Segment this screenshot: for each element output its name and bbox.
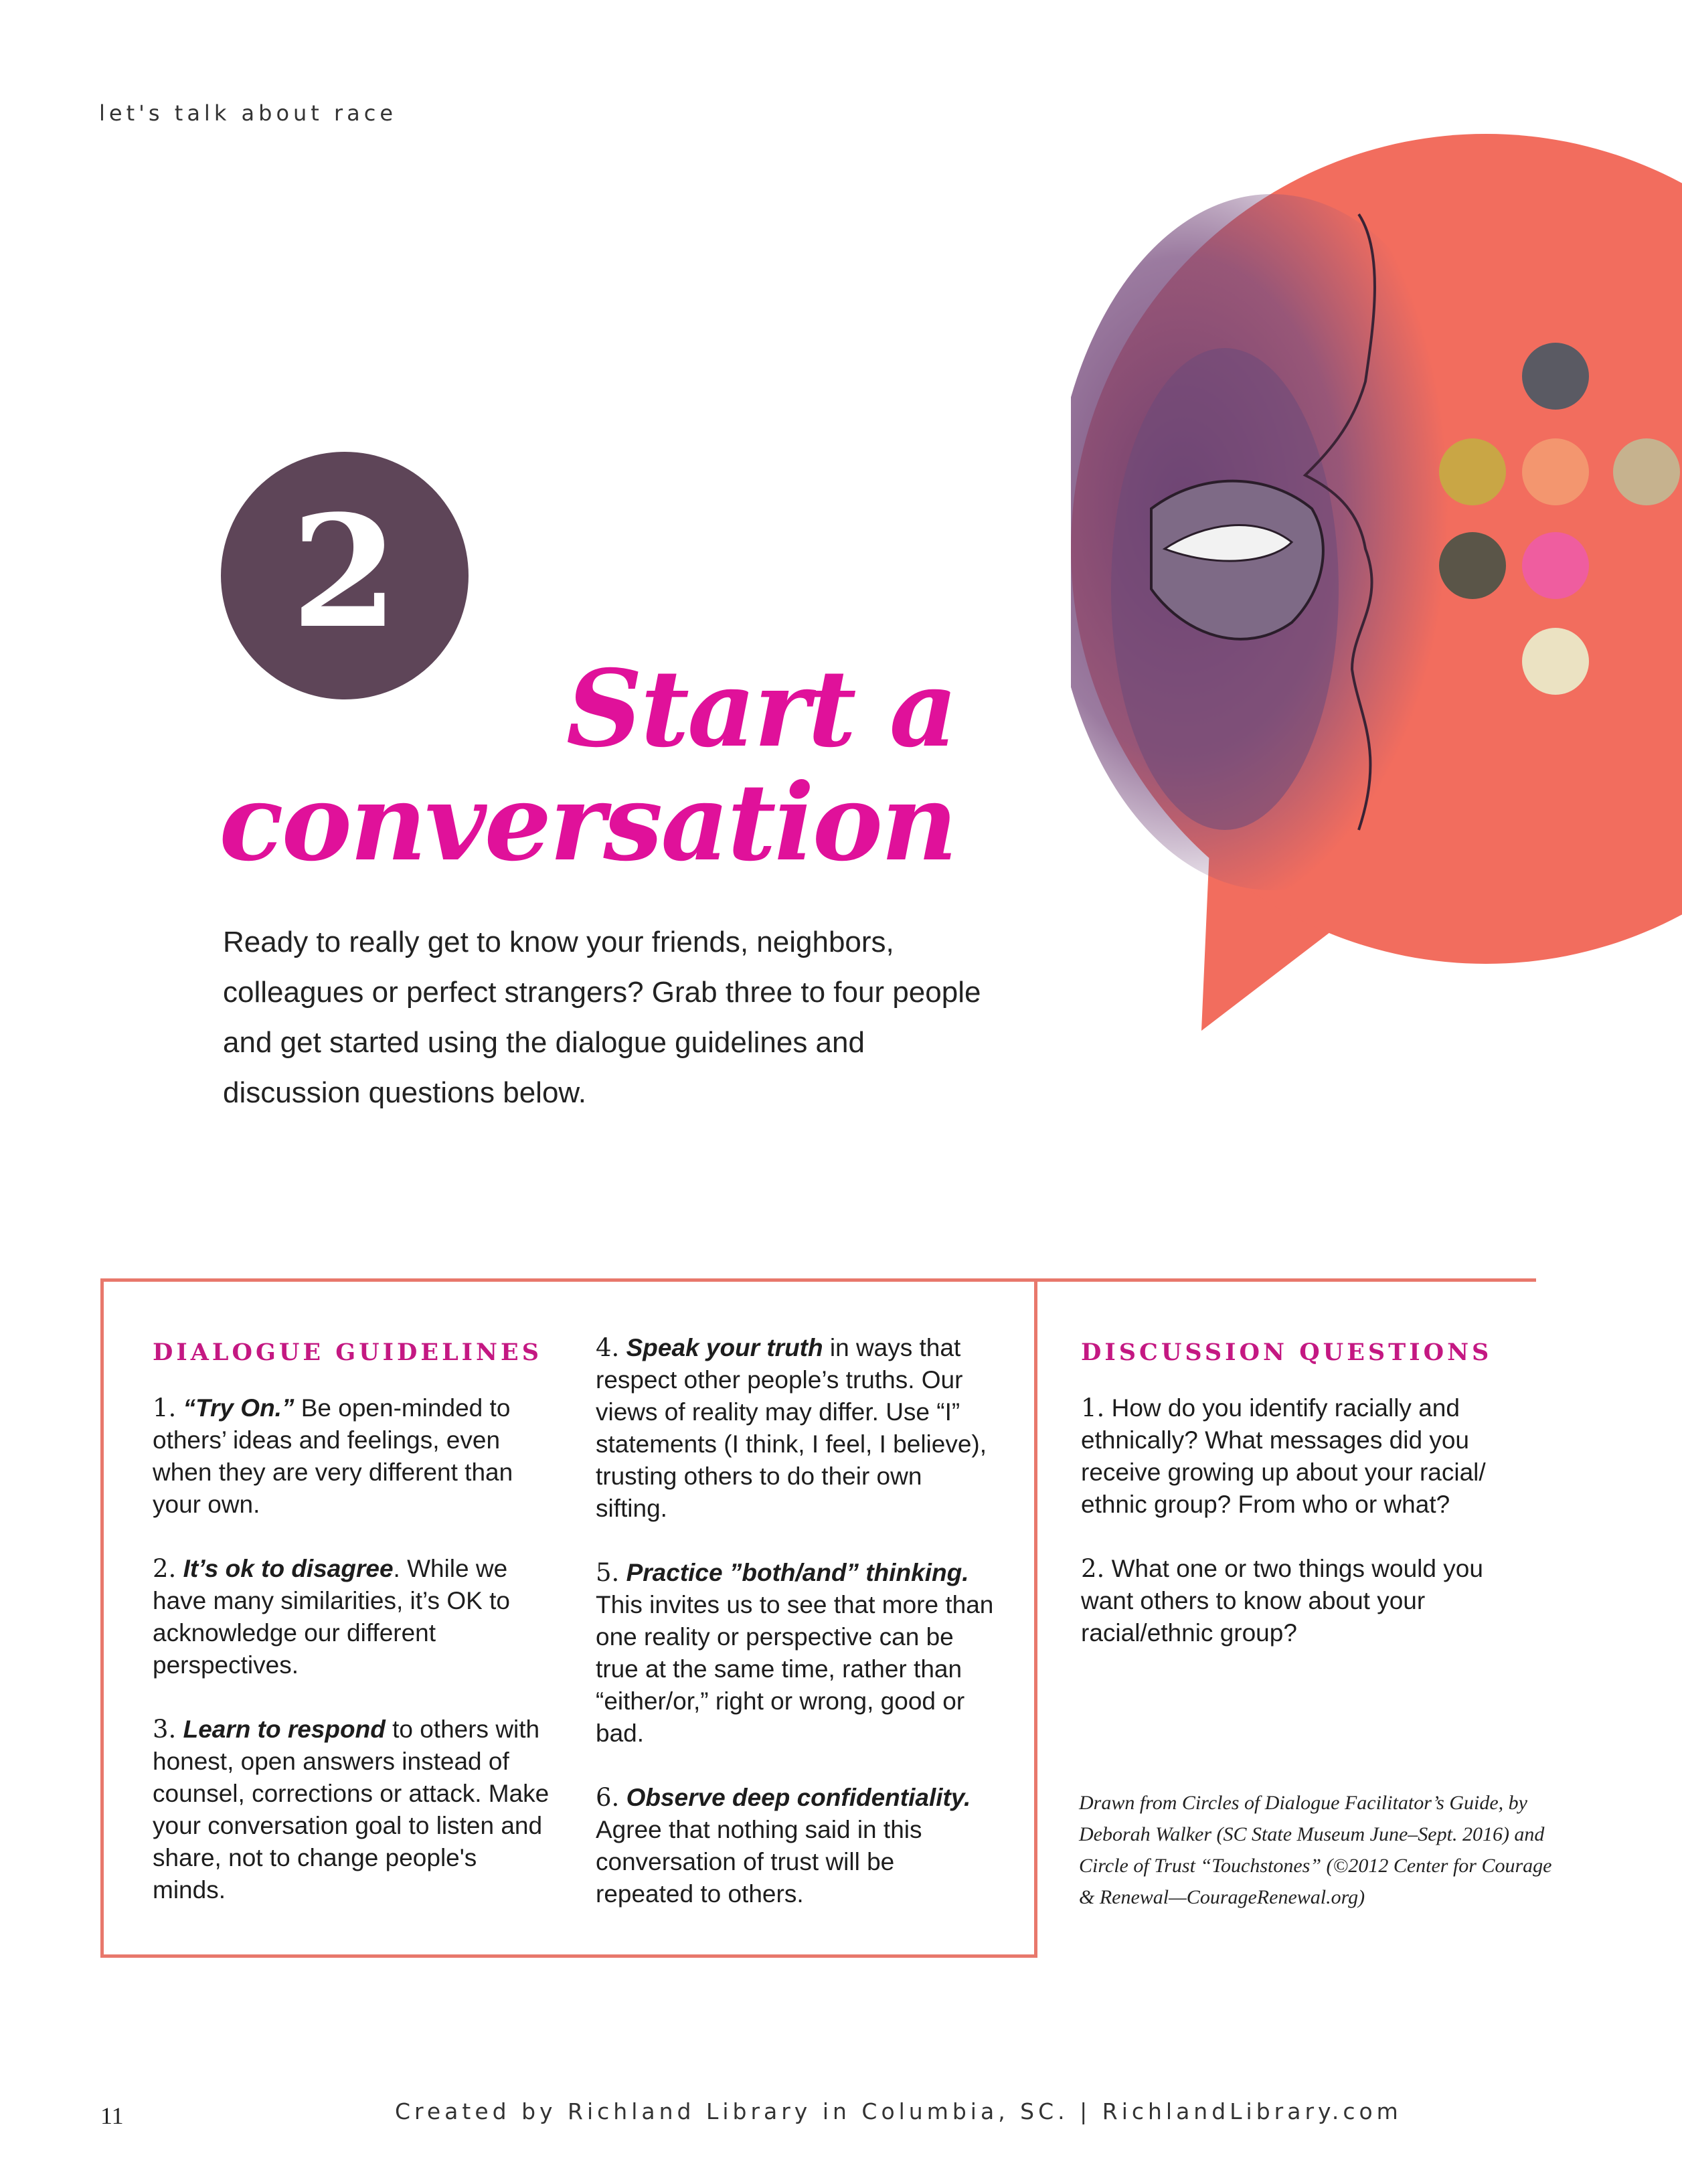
guidelines-column-2 <box>596 1332 997 1942</box>
questions-heading: DISCUSSION QUESTIONS <box>1081 1339 1493 1366</box>
guidelines-column-1 <box>153 1392 554 1938</box>
footer-credit: Created by Richland Library in Columbia, SC. | RichlandLibrary.com <box>395 2098 1402 2124</box>
guideline-item: 2. It’s ok to disagree. While we have many similarities, it’s OK to acknowledge our different perspectives. <box>153 1554 510 1679</box>
page-title <box>219 647 956 885</box>
question-item: 1. How do you identify racially and ethnically? What messages did you receive growing up about your racial/ ethnic group? From who or what? <box>1081 1394 1486 1518</box>
source-credit: Drawn from Circles of Dialogue Facilitator’s Guide, by Deborah Walker (SC State Museum June–Sept. 2016) and Circle of Trust “Touchstones” (©2012 Center for Courage & Renewal—CourageRenewal.org) <box>1079 1792 1552 1908</box>
page-kicker: let's talk about race <box>99 100 398 126</box>
title-line-1: Start a <box>566 647 956 771</box>
guideline-item: 1. “Try On.” Be open-minded to others’ ideas and feelings, even when they are very different than your own. <box>153 1394 513 1518</box>
guideline-item: 6. Observe deep confidentiality. Agree that nothing said in this conversation of trust will be repeated to others. <box>596 1783 971 1908</box>
section-number: 2 <box>290 482 399 663</box>
guideline-item: 4. Speak your truth in ways that respect other people’s truths. Our views of reality may differ. Use “I” statements (I think, I feel, I believe), trusting others to do their own sifting. <box>596 1333 987 1522</box>
title-line-2: conversation <box>219 761 956 885</box>
dot-gray <box>1522 343 1589 410</box>
dot-mustard <box>1439 438 1506 505</box>
page-number: 11 <box>100 2102 124 2129</box>
question-item: 2. What one or two things would you want others to know about your racial/ethnic group? <box>1081 1554 1483 1647</box>
dot-cream <box>1522 628 1589 695</box>
dot-pink <box>1522 532 1589 599</box>
guideline-item: 3. Learn to respond to others with honest, open answers instead of counsel, corrections or attack. Make your conversation goal to listen and share, not to change people's minds. <box>153 1715 550 1904</box>
dot-khaki <box>1613 438 1680 505</box>
questions-column <box>1081 1392 1523 1681</box>
dot-olive <box>1439 532 1506 599</box>
divider-rule <box>1037 1278 1536 1282</box>
intro-paragraph: Ready to really get to know your friends, neighbors, colleagues or perfect strangers? Grab three to four people and get started using the dialogue guidelines and discussion questions below. <box>223 926 981 1109</box>
speech-bubble-illustration <box>1071 80 1682 1031</box>
guideline-item: 5. Practice ”both/and” thinking. This invites us to see that more than one reality or perspective can be true at the same time, rather than “either/or,” right or wrong, good or bad. <box>596 1558 994 1747</box>
dot-peach <box>1522 438 1589 505</box>
guidelines-heading: DIALOGUE GUIDELINES <box>153 1339 542 1366</box>
